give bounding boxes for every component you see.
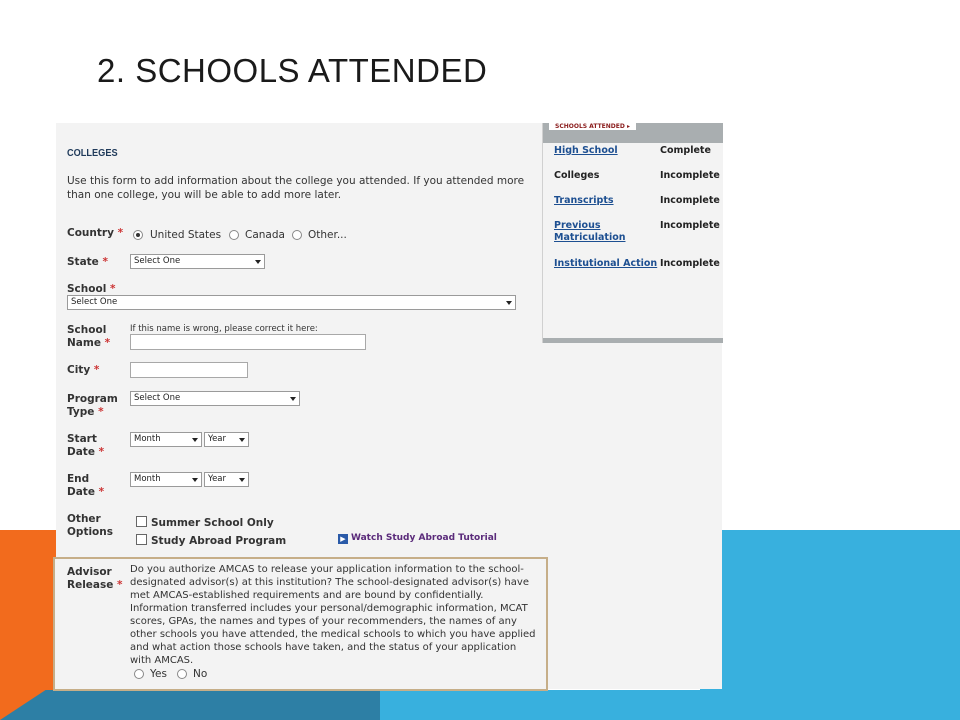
country-canada-label: Canada [245, 229, 285, 241]
advisor-yes-radio[interactable] [134, 669, 144, 679]
country-us-label: United States [150, 229, 222, 241]
advisor-release-box [53, 557, 548, 691]
sidebar-status-transcripts: Incomplete [660, 195, 720, 206]
sidebar-item-colleges: Colleges [554, 170, 600, 181]
chevron-down-icon [255, 260, 261, 264]
play-icon: ▶ [338, 534, 348, 544]
country-us-radio[interactable] [133, 230, 143, 240]
sidebar-item-previous-matriculation[interactable]: Previous Matriculation [554, 220, 626, 243]
sidebar-item-high-school[interactable]: High School [554, 145, 618, 156]
summer-school-checkbox[interactable] [136, 516, 147, 527]
sidebar-status-institutional-action: Incomplete [660, 258, 720, 269]
end-month-select[interactable]: Month [130, 472, 202, 487]
study-abroad-checkbox[interactable] [136, 534, 147, 545]
end-date-label: End Date * [67, 473, 105, 498]
study-abroad-label: Study Abroad Program [151, 535, 287, 547]
program-type-label: Program Type * [67, 393, 118, 418]
sidebar-item-transcripts[interactable]: Transcripts [554, 195, 614, 206]
chevron-down-icon [192, 478, 198, 482]
school-name-label: School Name * [67, 324, 111, 349]
other-options-label: Other Options [67, 513, 113, 538]
advisor-yes-label: Yes [150, 668, 167, 680]
city-input[interactable] [130, 362, 248, 378]
sidebar-status-colleges: Incomplete [660, 170, 720, 181]
country-label: Country * [67, 227, 124, 239]
sidebar-footer-bar [543, 338, 723, 343]
chevron-down-icon [192, 438, 198, 442]
advisor-release-label: Advisor Release * [67, 566, 123, 591]
country-other-label: Other... [308, 229, 347, 241]
country-canada-radio[interactable] [229, 230, 239, 240]
chevron-down-icon [239, 478, 245, 482]
watch-tutorial-link[interactable]: ▶ Watch Study Abroad Tutorial [338, 533, 497, 544]
end-year-select[interactable]: Year [204, 472, 249, 487]
state-label: State * [67, 256, 108, 268]
program-type-select[interactable]: Select One [130, 391, 300, 406]
school-label: School * [67, 283, 116, 295]
city-label: City * [67, 364, 100, 376]
start-year-select[interactable]: Year [204, 432, 249, 447]
sidebar-item-institutional-action[interactable]: Institutional Action [554, 258, 658, 269]
chevron-down-icon [290, 397, 296, 401]
chevron-down-icon [506, 301, 512, 305]
sidebar-header [543, 123, 723, 143]
state-select[interactable]: Select One [130, 254, 265, 269]
schools-attended-sidebar [542, 123, 723, 343]
advisor-no-label: No [193, 668, 208, 680]
start-month-select[interactable]: Month [130, 432, 202, 447]
chevron-down-icon [239, 438, 245, 442]
advisor-release-text: Do you authorize AMCAS to release your application information to the school-designated advisor(s) at this institution? The school-designated advisor(s) have met AMCAS-established requirements and are bound by confidentially. Information transferred includes your personal/demographic information, MCAT scores, GPAs, the names and types of your recommenders, the names of any other schools you have attended, the medical schools to which you have applied and what action those schools have taken, and the status of your application with AMCAS. [130, 564, 536, 666]
advisor-no-radio[interactable] [177, 669, 187, 679]
start-date-label: Start Date * [67, 433, 105, 458]
form-heading: COLLEGES [67, 148, 118, 159]
slide-title: 2. SCHOOLS ATTENDED [97, 52, 488, 89]
school-name-input[interactable] [130, 334, 366, 350]
country-other-radio[interactable] [292, 230, 302, 240]
background-blue-strip [340, 690, 960, 720]
sidebar-tab: SCHOOLS ATTENDED ▸ [549, 123, 636, 130]
form-intro: Use this form to add information about the college you attended. If you attended more than one college, you will be able to add more later. [67, 175, 525, 201]
sidebar-status-previous-matriculation: Incomplete [660, 220, 720, 231]
summer-school-label: Summer School Only [151, 517, 274, 529]
school-select[interactable]: Select One [67, 295, 516, 310]
school-name-hint: If this name is wrong, please correct it here: [130, 324, 318, 334]
background-dark-strip [0, 690, 380, 720]
sidebar-status-high-school: Complete [660, 145, 711, 156]
